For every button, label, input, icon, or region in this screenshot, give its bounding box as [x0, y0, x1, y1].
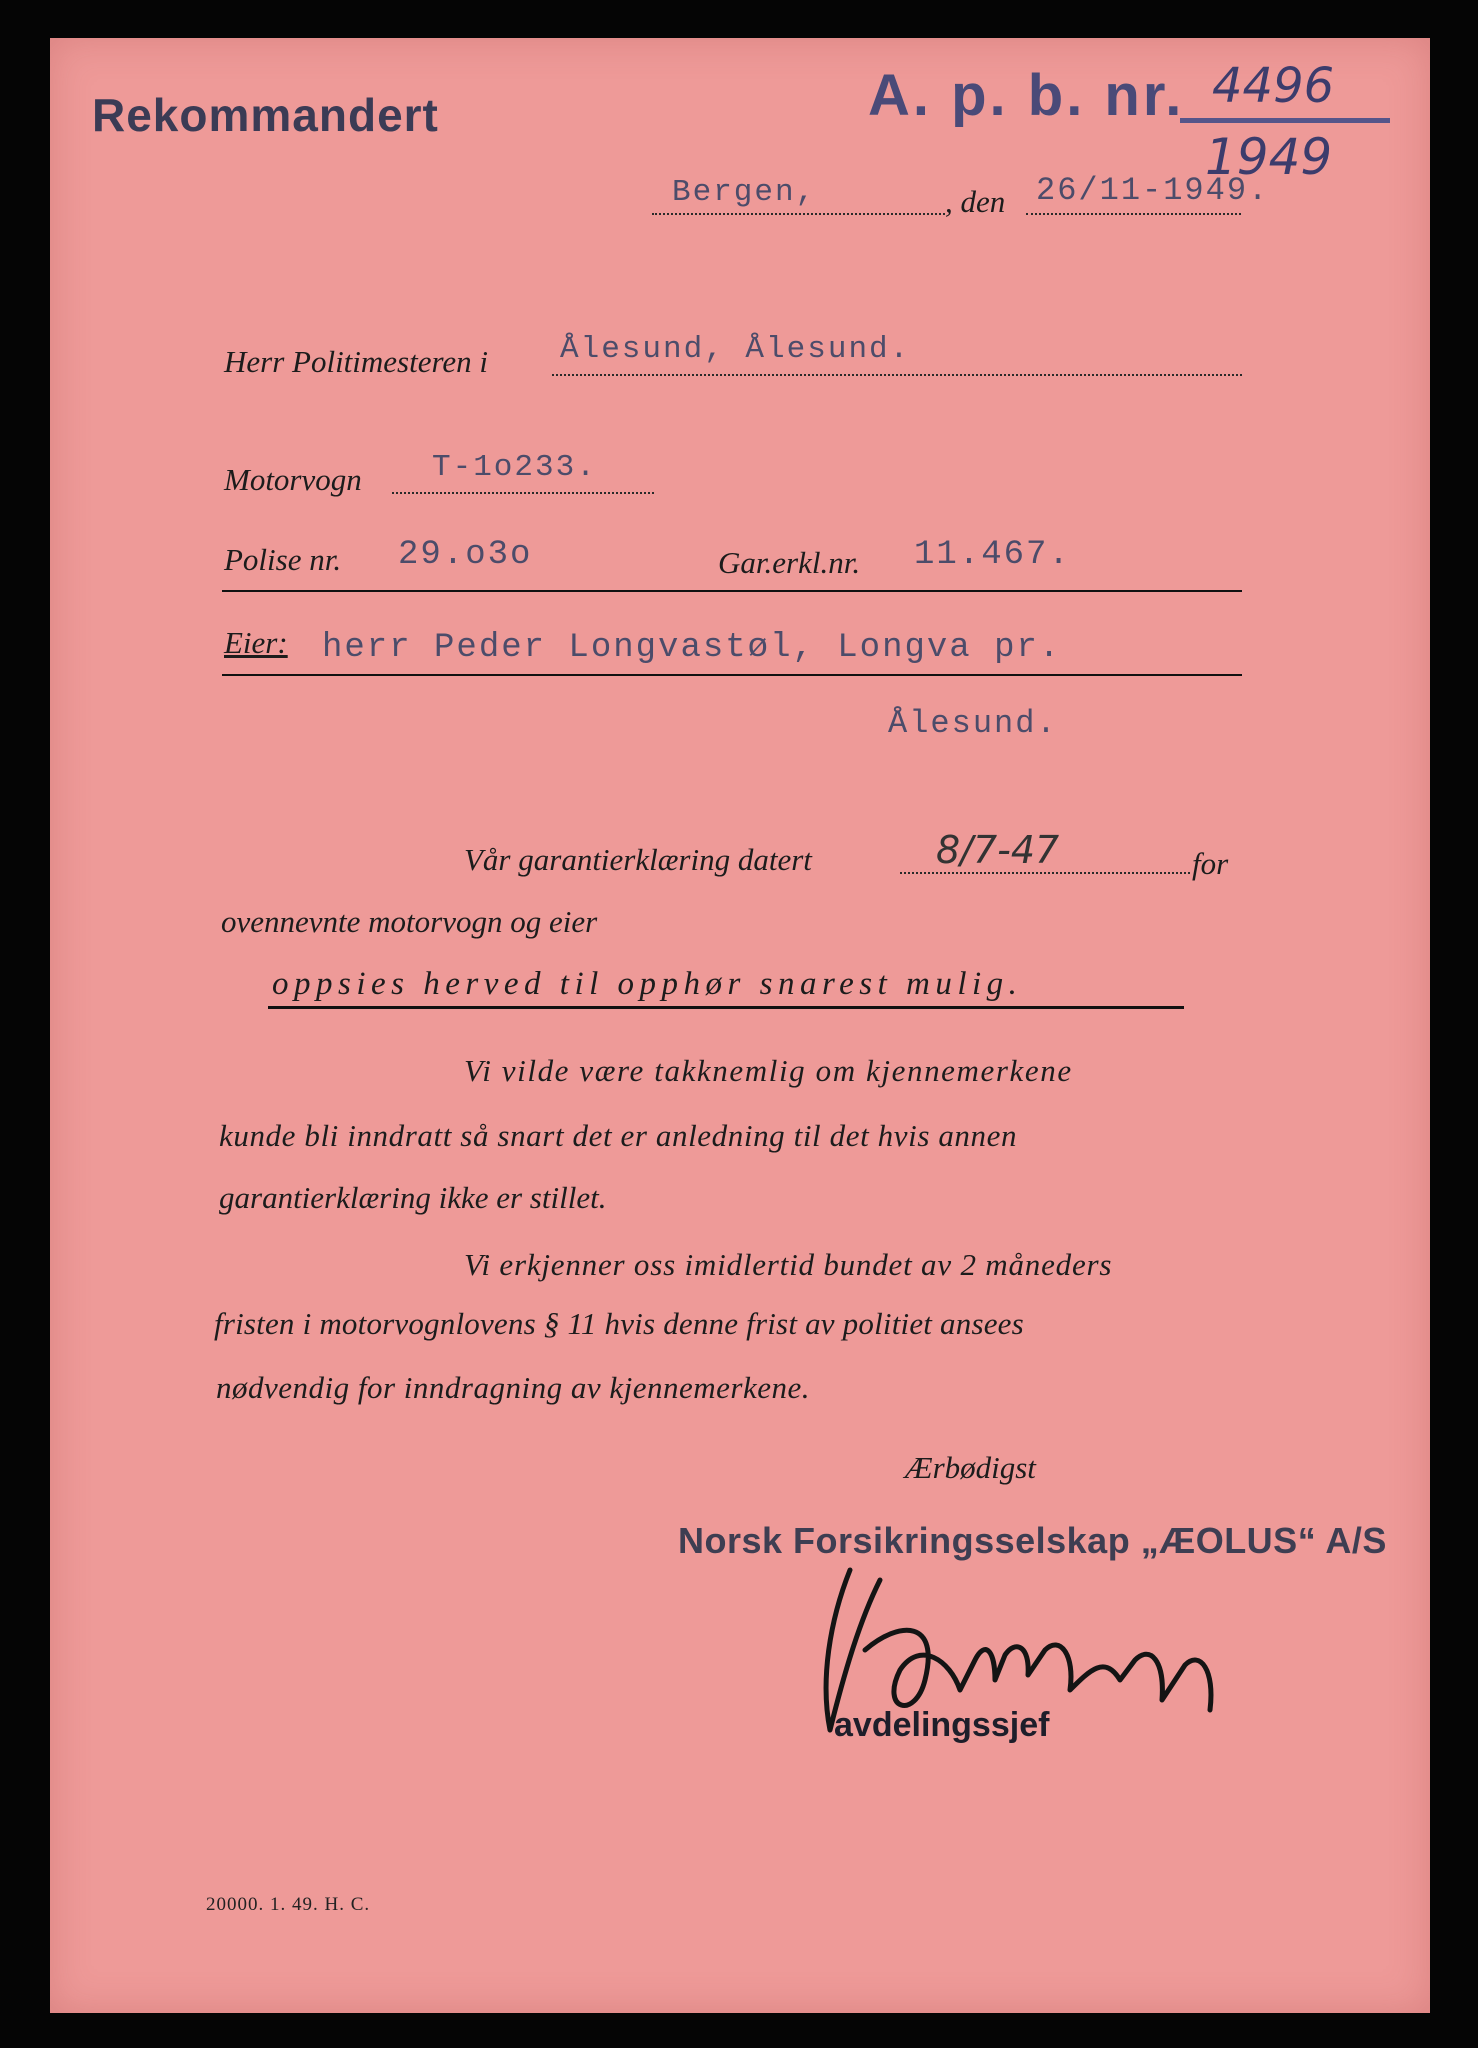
guarantee-value: 11.467. — [914, 536, 1071, 574]
apb-stamp: A. p. b. nr. — [868, 63, 1185, 128]
apb-number: 4496 — [1212, 58, 1335, 114]
title-stamp: avdelingssjef — [834, 1706, 1050, 1744]
recipient-dotline — [552, 374, 1242, 376]
apb-year: 1949 — [1205, 128, 1333, 186]
vehicle-label: Motorvogn — [224, 462, 362, 497]
paragraph1-line3: garantierklæring ikke er stillet. — [219, 1180, 607, 1215]
closing-greeting: Ærbødigst — [905, 1450, 1036, 1485]
place-dotline — [652, 213, 945, 215]
notice-date: 8/7-47 — [936, 828, 1060, 872]
recipient-label: Herr Politimesteren i — [224, 344, 489, 379]
owner-line1: herr Peder Longvastøl, Longva pr. — [322, 629, 1062, 667]
paragraph2-line1: Vi erkjenner oss imidlertid bundet av 2 måneders — [464, 1247, 1113, 1282]
notice-for: for — [1192, 846, 1229, 881]
vehicle-value: T-1o233. — [432, 450, 597, 485]
owner-line2: Ålesund. — [888, 705, 1058, 742]
paragraph1-line1: Vi vilde være takknemlig om kjennemerkene — [464, 1053, 1073, 1088]
notice-intro: Vår garantierklæring datert — [464, 842, 812, 877]
recipient-value: Ålesund, Ålesund. — [560, 332, 911, 367]
policy-rule — [222, 590, 1242, 592]
owner-label: Eier: — [224, 625, 288, 660]
paragraph2-line3: nødvendig for inndragning av kjennemerkene. — [216, 1370, 810, 1405]
paragraph1-line2: kunde bli inndratt så snart det er anledning til det hvis annen — [219, 1118, 1018, 1153]
owner-rule — [222, 674, 1242, 676]
notice-line2: ovennevnte motorvogn og eier — [221, 904, 598, 939]
print-code: 20000. 1. 49. H. C. — [206, 1894, 371, 1915]
den-label: , den — [945, 184, 1006, 219]
policy-label: Polise nr. — [224, 542, 342, 577]
notice-emphasis-rule — [268, 1006, 1184, 1009]
guarantee-label: Gar.erkl.nr. — [718, 545, 861, 580]
apb-number-rule — [1180, 118, 1390, 123]
notice-dotline — [900, 872, 1190, 874]
registered-stamp: Rekommandert — [92, 89, 439, 141]
date-value: 26/11-1949. — [1036, 172, 1270, 209]
paragraph2-line2: fristen i motorvognlovens § 11 hvis denne frist av politiet ansees — [214, 1306, 1024, 1341]
notice-emphasis: oppsies herved til opphør snarest mulig. — [272, 966, 1023, 1002]
date-dotline — [1026, 213, 1241, 215]
place-value: Bergen, — [672, 175, 817, 210]
policy-value: 29.o3o — [398, 536, 533, 574]
vehicle-dotline — [392, 492, 654, 494]
company-stamp: Norsk Forsikringsselskap „ÆOLUS“ A/S — [678, 1520, 1387, 1561]
